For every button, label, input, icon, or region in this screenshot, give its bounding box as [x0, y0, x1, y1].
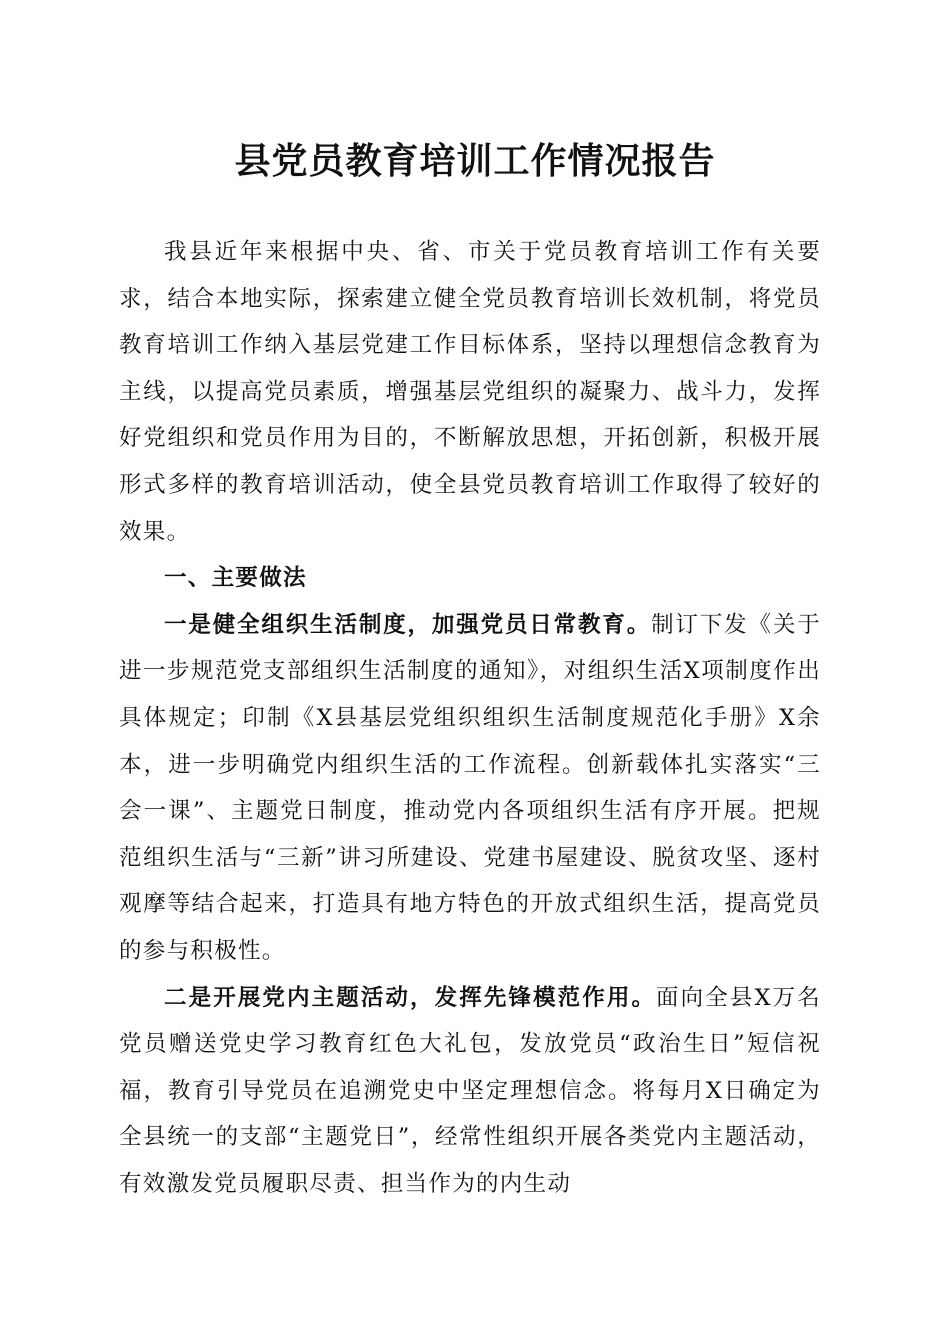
practice-2-lead: 二是开展党内主题活动，发挥先锋模范作用。: [164, 984, 657, 1011]
practice-1-lead: 一是健全组织生活制度，加强党员日常教育。: [164, 611, 652, 638]
practice-2-body: 面向全县X万名党员赠送党史学习教育红色大礼包，发放党员“政治生日”短信祝福，教育引导党员在追溯党史中坚定理想信念。将每月X日确定为全县统一的支部“主题党日”，经常性组织开展各类党内主题活动，有效激发党员履职尽责、担当作为的内生动: [119, 984, 821, 1197]
document-body: [119, 229, 821, 1207]
section-heading-main-practices: 一、主要做法: [164, 565, 307, 592]
intro-paragraph: 我县近年来根据中央、省、市关于党员教育培训工作有关要求，结合本地实际，探索建立健全党员教育培训长效机制，将党员教育培训工作纳入基层党建工作目标体系，坚持以理想信念教育为主线，以提高党员素质，增强基层党组织的凝聚力、战斗力，发挥好党组织和党员作用为目的，不断解放思想，开拓创新，积极开展形式多样的教育培训活动，使全县党员教育培训工作取得了较好的效果。: [119, 239, 821, 545]
document-title: 县党员教育培训工作情况报告: [234, 140, 716, 182]
practice-1-body: 制订下发《关于进一步规范党支部组织生活制度的通知》，对组织生活X项制度作出具体规定；印制《X县基层党组织组织生活制度规范化手册》X余本，进一步明确党内组织生活的工作流程。创新载体扎实落实“三会一课”、主题党日制度，推动党内各项组织生活有序开展。把规范组织生活与“三新”讲习所建设、党建书屋建设、脱贫攻坚、逐村观摩等结合起来，打造具有地方特色的开放式组织生活，提高党员的参与积极性。: [119, 611, 821, 964]
practice-paragraph-2: [119, 975, 821, 1208]
practice-paragraph-1: [119, 602, 821, 975]
